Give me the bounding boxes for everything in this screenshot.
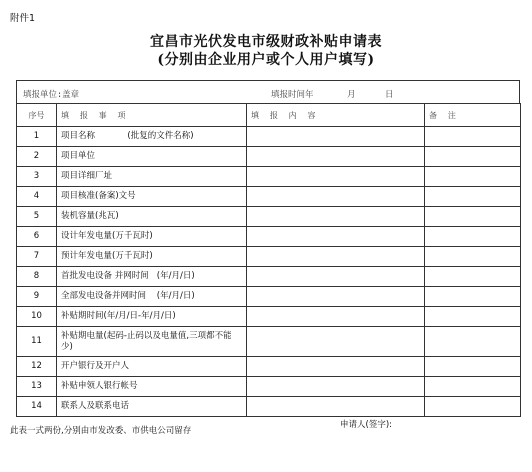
- fill-time-label: 填报时间年: [271, 90, 314, 100]
- row-item-label: 设计年发电量(万千瓦时): [57, 227, 247, 247]
- header-no: 序号: [17, 104, 57, 127]
- row-remark-cell[interactable]: [425, 357, 521, 377]
- table-row: [17, 267, 521, 287]
- row-content-cell[interactable]: [247, 167, 425, 187]
- row-remark-cell[interactable]: [425, 127, 521, 147]
- row-item-label: 全部发电设备并网时间 (年/月/日): [57, 287, 247, 307]
- row-remark-cell[interactable]: [425, 327, 521, 357]
- row-remark-cell[interactable]: [425, 247, 521, 267]
- row-item-label: 补贴期时间(年/月/日-年/月/日): [57, 307, 247, 327]
- row-number: 7: [17, 247, 57, 267]
- row-number: 11: [17, 327, 57, 357]
- row-item-label: 首批发电设备 并网时间 (年/月/日): [57, 267, 247, 287]
- fill-month-label: 月: [347, 90, 356, 100]
- row-number: 4: [17, 187, 57, 207]
- row-remark-cell[interactable]: [425, 187, 521, 207]
- table-row: [17, 307, 521, 327]
- row-item-label: 项目详细厂址: [57, 167, 247, 187]
- row-number: 14: [17, 397, 57, 417]
- table-row: [17, 227, 521, 247]
- row-content-cell[interactable]: [247, 227, 425, 247]
- row-remark-cell[interactable]: [425, 207, 521, 227]
- row-number: 2: [17, 147, 57, 167]
- row-item-label: 补贴申领人银行帐号: [57, 377, 247, 397]
- table-row: [17, 287, 521, 307]
- row-number: 5: [17, 207, 57, 227]
- form-subtitle: (分别由企业用户或个人用户填写): [157, 52, 375, 68]
- fill-day-label: 日: [385, 90, 394, 100]
- row-number: 10: [17, 307, 57, 327]
- row-item-label: 开户银行及开户人: [57, 357, 247, 377]
- row-content-cell[interactable]: [247, 147, 425, 167]
- applicant-signature-label: 申请人(签字):: [340, 420, 392, 430]
- table-row: [17, 207, 521, 227]
- form-title: 宜昌市光伏发电市级财政补贴申请表: [150, 34, 382, 50]
- row-content-cell[interactable]: [247, 187, 425, 207]
- fill-unit-label: 填报单位:盖章: [23, 90, 80, 100]
- footnote: 此表一式两份,分别由市发改委、市供电公司留存: [10, 426, 192, 436]
- table-row: [17, 247, 521, 267]
- attachment-label: 附件1: [10, 13, 36, 24]
- row-number: 13: [17, 377, 57, 397]
- table-row: [17, 397, 521, 417]
- row-item-label: 项目单位: [57, 147, 247, 167]
- row-item-label: 项目名称 (批复的文件名称): [57, 127, 247, 147]
- row-content-cell[interactable]: [247, 247, 425, 267]
- row-content-cell[interactable]: [247, 327, 425, 357]
- table-row: [17, 187, 521, 207]
- row-number: 6: [17, 227, 57, 247]
- row-number: 9: [17, 287, 57, 307]
- table-row: [17, 147, 521, 167]
- row-number: 1: [17, 127, 57, 147]
- table-row: [17, 127, 521, 147]
- row-remark-cell[interactable]: [425, 267, 521, 287]
- table-row: [17, 167, 521, 187]
- header-item: 填 报 事 项: [57, 104, 247, 127]
- row-content-cell[interactable]: [247, 267, 425, 287]
- row-remark-cell[interactable]: [425, 397, 521, 417]
- row-content-cell[interactable]: [247, 397, 425, 417]
- row-content-cell[interactable]: [247, 287, 425, 307]
- row-item-label: 联系人及联系电话: [57, 397, 247, 417]
- application-table: [16, 103, 521, 417]
- header-remark: 备 注: [425, 104, 521, 127]
- row-remark-cell[interactable]: [425, 147, 521, 167]
- table-row: [17, 357, 521, 377]
- row-remark-cell[interactable]: [425, 307, 521, 327]
- table-header-row: [17, 104, 521, 127]
- row-remark-cell[interactable]: [425, 377, 521, 397]
- row-remark-cell[interactable]: [425, 227, 521, 247]
- fill-info-row: [16, 80, 520, 104]
- row-number: 12: [17, 357, 57, 377]
- row-item-label: 预计年发电量(万千瓦时): [57, 247, 247, 267]
- row-item-label: 补贴期电量(起码-止码以及电量值,三项都不能少): [57, 327, 247, 357]
- row-remark-cell[interactable]: [425, 287, 521, 307]
- row-content-cell[interactable]: [247, 207, 425, 227]
- row-remark-cell[interactable]: [425, 167, 521, 187]
- row-item-label: 装机容量(兆瓦): [57, 207, 247, 227]
- row-content-cell[interactable]: [247, 127, 425, 147]
- header-content: 填 报 内 容: [247, 104, 425, 127]
- row-number: 8: [17, 267, 57, 287]
- row-item-label: 项目核准(备案)文号: [57, 187, 247, 207]
- table-row: [17, 377, 521, 397]
- row-content-cell[interactable]: [247, 307, 425, 327]
- row-content-cell[interactable]: [247, 377, 425, 397]
- row-number: 3: [17, 167, 57, 187]
- table-row: [17, 327, 521, 357]
- row-content-cell[interactable]: [247, 357, 425, 377]
